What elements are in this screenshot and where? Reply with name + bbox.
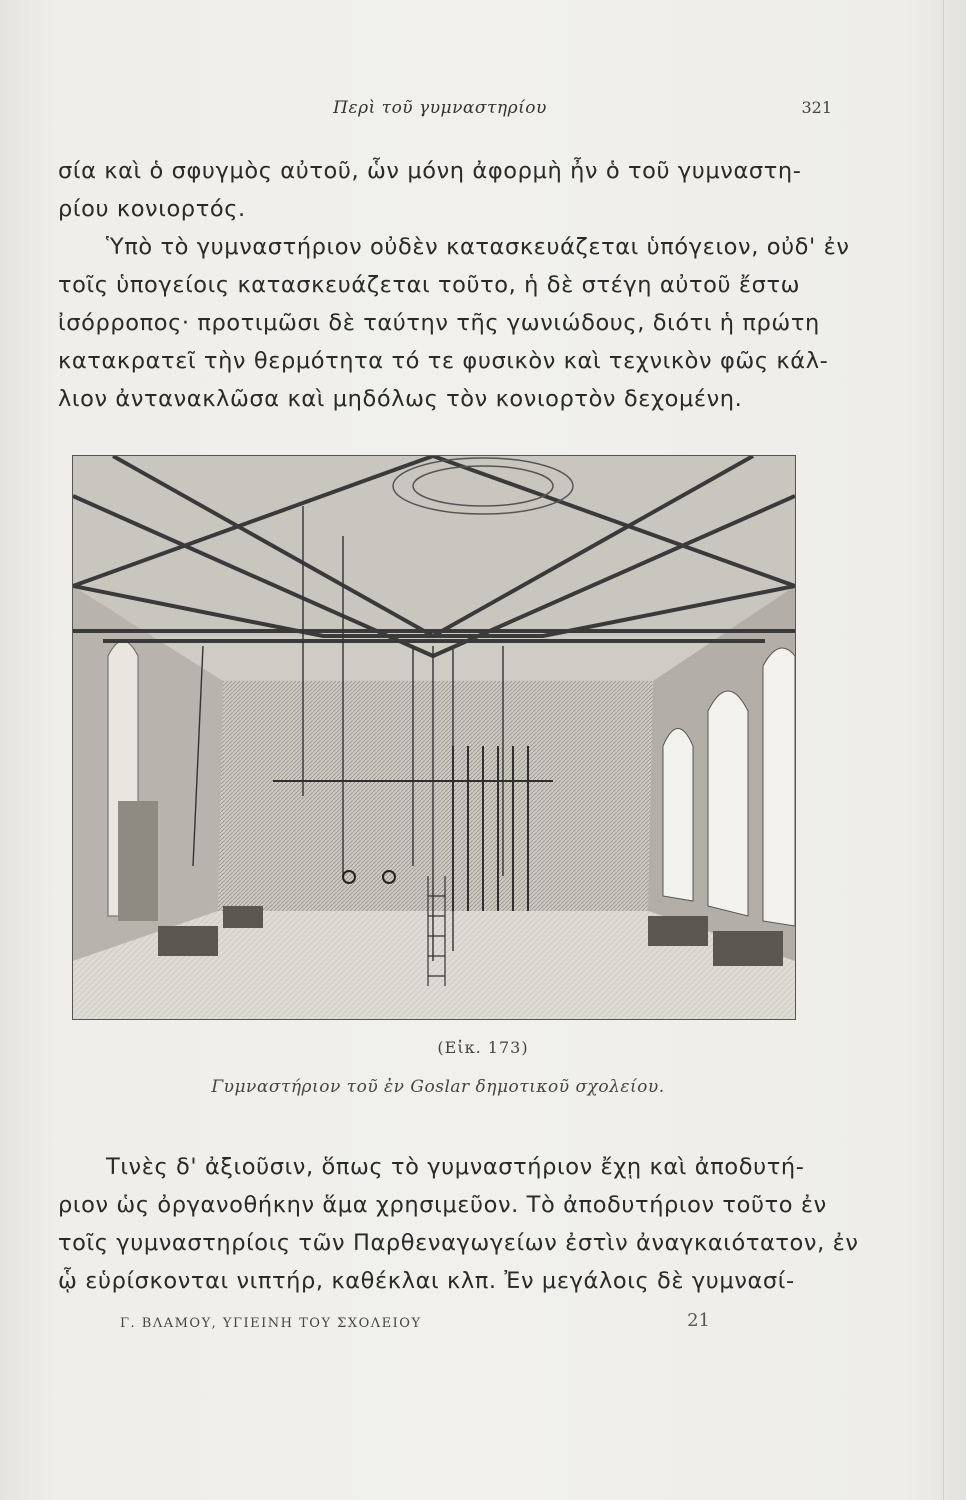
figure-label: (Εἰκ. 173) (437, 1038, 529, 1057)
footer-title: Γ. ΒΛΑΜΟΥ, ΥΓΙΕΙΝΗ ΤΟΥ ΣΧΟΛΕΙΟΥ (120, 1316, 422, 1331)
text-line: ρίου κονιορτός. (58, 196, 246, 222)
arched-window (708, 691, 748, 916)
figure-caption: Γυμναστήριον τοῦ ἐν Goslar δημοτικοῦ σχολείου. (211, 1077, 665, 1097)
text-line: Ὑπὸ τὸ γυμναστήριον οὐδὲν κατασκευάζεται ὑπόγειον, οὐδ' ἐν (106, 234, 850, 260)
running-head (60, 98, 832, 128)
page-edge (943, 0, 944, 1500)
text-line: τοῖς ὑπογείοις κατασκευάζεται τοῦτο, ἡ δὲ στέγη αὐτοῦ ἔστω (58, 272, 801, 298)
text-line: τοῖς γυμναστηρίοις τῶν Παρθεναγωγείων ἐστὶν ἀναγκαιότατον, ἐν (58, 1230, 859, 1256)
running-title: Περὶ τοῦ γυμναστηρίου (333, 98, 547, 118)
signature-mark: 21 (687, 1310, 710, 1331)
text-line: λιον ἀντανακλῶσα καὶ μηδόλως τὸν κονιορτὸν δεχομένη. (58, 386, 743, 412)
back-wall (218, 681, 653, 911)
paragraph-top (58, 152, 850, 418)
gymnasium-engraving (73, 456, 795, 1019)
text-line: ριον ὡς ὀργανοθήκην ἅμα χρησιμεῦον. Τὸ ἀποδυτήριον τοῦτο ἐν (58, 1192, 827, 1218)
text-line: ᾧ εὑρίσκονται νιπτήρ, καθέκλαι κλπ. Ἐν μεγάλοις δὲ γυμνασί- (58, 1268, 795, 1294)
text-line: Τινὲς δ' ἀξιοῦσιν, ὅπως τὸ γυμναστήριον ἔχῃ καὶ ἀποδυτή- (106, 1154, 805, 1180)
paragraph-bottom (58, 1148, 859, 1300)
cabinet (118, 801, 158, 921)
arched-window (763, 648, 795, 926)
arched-window (663, 729, 693, 902)
gymnasium-illustration (72, 455, 796, 1020)
page-number: 321 (801, 98, 832, 117)
text-line: σία καὶ ὁ σφυγμὸς αὐτοῦ, ὧν μόνη ἀφορμὴ ἦν ὁ τοῦ γυμναστη- (58, 158, 802, 184)
page-footer (120, 1310, 710, 1342)
text-line: κατακρατεῖ τὴν θερμότητα τό τε φυσικὸν καὶ τεχνικὸν φῶς κάλ- (58, 348, 829, 374)
text-line: ἰσόρροπος· προτιμῶσι δὲ ταύτην τῆς γωνιώδους, διότι ἡ πρώτη (58, 310, 820, 336)
